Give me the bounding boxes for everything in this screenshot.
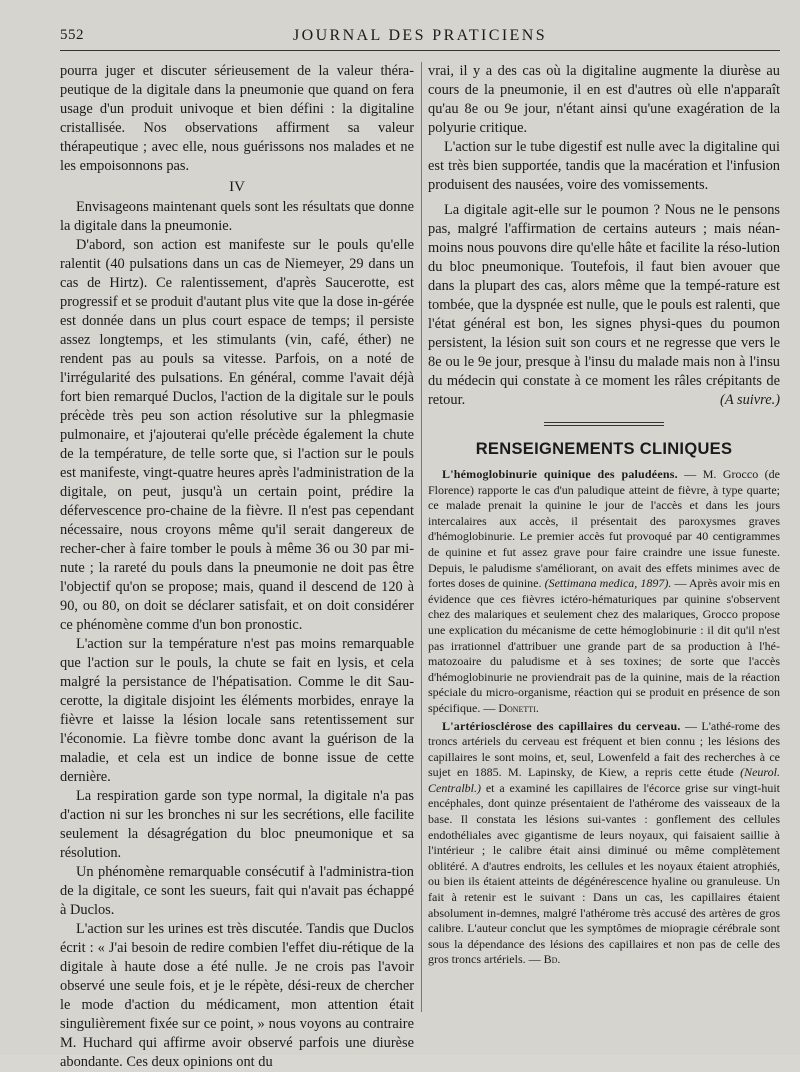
paragraph: Envisageons maintenant quels sont les résultats que donne la digitale dans la pneumonie. xyxy=(60,199,414,234)
page-header xyxy=(60,22,780,52)
note-reference: (Neurol. Centralbl.) xyxy=(428,765,780,795)
note-text: et a examiné les capillaires de l'écorce grise sur vingt-huit encéphales, dont quinze présentaient de l'athérome des vaisseaux de la base. Il constata les lésions sui-vantes : gonflement des cellules endothéliales avec gigantisme de leurs noyaux, qui faisaient saillie à l'intérieur ; le calibre était ainsi diminué ou même complètement oblitéré. A d'autres endroits, les cellules et les noyaux étaient atrophiés, ou bien ils étaient atteints de dégénérescence hyaline ou granuleuse. Un fait à retenir est le suivant : Dans un cas, les capillaires étaient absolument in-demnes, malgré l'athérome très accusé des artères de gros calibre. L'auteur conclut que les symptômes de miopragie cérébrale sont sous la dépendance des lésions des capillaires et non pas de celle des gros troncs artériels. — xyxy=(428,780,780,967)
clinical-note xyxy=(428,467,780,717)
paragraph xyxy=(428,201,780,410)
note-heading: L'hémoglobinurie quinique des paludéens. xyxy=(442,467,678,481)
paragraph: vrai, il y a des cas où la digitaline augmente la diurèse au cours de la pneumonie, il en est d'autres où elle n'apparaît qu'au 8e ou 9e jour, n'étant ainsi qu'une exagération de la polyurie critique. xyxy=(428,63,780,136)
paragraph: pourra juger et discuter sérieusement de la valeur théra-peutique de la digitale dans la pneumonie que quand on fera usage d'un produit univoque et bien défini : la digitaline cristallisée. Nos observations affirment sa valeur thérapeutique ; avec elle, nous guérissons nos malades et ne les empoisonnons pas. xyxy=(60,63,414,174)
section-title: RENSEIGNEMENTS CLINIQUES xyxy=(475,440,733,458)
column-divider xyxy=(421,62,422,1012)
note-reference: (Settimana medica, 1897). xyxy=(544,576,672,591)
note-heading: L'artériosclérose des capillaires du cerveau. xyxy=(442,718,681,733)
paragraph: La respiration garde son type normal, la digitale n'a pas d'action ni sur les bronches ni sur les secrétions, elle facilite seulement la désagrégation du bloc pneumonique et sa résolution. xyxy=(60,788,414,861)
header-rule xyxy=(60,50,780,51)
paragraph: Un phénomène remarquable consécutif à l'administra-tion de la digitale, ce sont les sueurs, fait qui n'avait pas échappé à Duclos. xyxy=(60,864,414,918)
note-text: — Après avoir mis en évidence que ces fièvres ictéro-hématuriques par quinine s'observent chez des malariques et seulement chez des malariques, Grocco propose une explication du mécanisme de cette hémoglobinurie : il dit qu'il n'est pas irrationnel d'attribuer une grande part de sa production à l'hé-matozoaire du paludisme et à ses toxines; de sorte que l'accès d'hémoglobinurie ne proviendrait pas de la quinine, mais de la réaction spéciale du micro-organisme, réaction qui se produit en présence de son spécifique. — xyxy=(428,576,781,715)
note-signature: Bd. xyxy=(543,952,561,967)
paragraph: L'action sur la température n'est pas moins remarquable que l'action sur le pouls, la chute se fait en lysis, et cela malgré la persistance de l'hépatisation. Comme le dit Sau-cerotte, la digitale disjoint les éléments morbides, enraye la fièvre et laisse la lésion locale sans retentissement sur l'économie. La fièvre tombe donc avant la guérison de la maladie, et cela est un indice de bonne issue de cette dernière. xyxy=(60,636,414,785)
clinical-notes xyxy=(428,467,780,968)
paragraph-text: La digitale agit-elle sur le poumon ? Nous ne le pensons pas, malgré l'affirmation de certains auteurs ; mais néan-moins nous pouvons dire qu'elle hâte et facilite la réso-lution du bloc pneumonique. Toutefois, il faut bien avouer que dans la plupart des cas, alors même que la tempé-rature est tombée, que la dyspnée est nulle, que le pouls est ralenti, que l'état général est bon, les signes physi-ques du poumon persistent, la lésion suit son cours et ne regresse que vers le 8e ou le 9e jour, presque à l'insu du malade mais non à l'insu du médecin qui constate à ce moment les râles crépitants de retour. xyxy=(428,202,780,408)
paragraph: L'action sur le tube digestif est nulle avec la digitaline qui est très bien supportée, tandis que la macération et l'infusion produisent des nausées, voire des vomissements. xyxy=(428,139,780,193)
paragraph: D'abord, son action est manifeste sur le pouls qu'elle ralentit (40 pulsations dans un cas de Niemeyer, 29 dans un cas de Hirtz). Ce ralentissement, d'après Saucerotte, est progressif et se produit d'autant plus vite que la dose in-gérée est donnée dans un plus court espace de temps; il persiste assez longtemps, et les stimulants (vin, café, éther) ne rendent pas au pouls sa vitesse. Parfois, on a noté de l'irrégularité des pulsations. En général, comme l'avait déjà fort bien remarqué Duclos, l'action de la digitale sur le pouls précède très peu son action résolutive sur la phlegmasie pulmonaire, et j'ajouterai qu'elle précède également la chute de la température, de telle sorte que, si l'action sur le pouls est manifeste, vingt-quatre heures après l'administration de la digitale, on peut, jusqu'à un certain point, prédire la défervescence pro-chaine de la fièvre. Il n'est pas cependant nécessaire, nous croyons même qu'il serait dangereux de recher-cher à faire tomber le pouls à même 36 ou 30 par mi-nute ; la rareté du pouls dans la pneumonie ne doit pas être l'objectif qu'on se propose; mais, quand il descend de 120 à 90, ou 80, on doit se déclarer satisfait, et on doit considérer ce phénomène comme d'un bon pronostic. xyxy=(60,237,414,633)
to-be-continued: (A suivre.) xyxy=(720,392,780,408)
paragraph: L'action sur les urines est très discutée. Tandis que Duclos écrit : « J'ai besoin de redire combien l'effet diu-rétique de la digitale à haute dose a été nulle. Je ne crois pas l'avoir observé une seule fois, et je le répète, dési-reux de chercher le mode d'action du médicament, mon attention était singulièrement fixée sur ce point, » nous voyons au contraire M. Huchard qui affirme avoir observé parfois une diurèse abondante. Ces deux opinions ont du xyxy=(60,921,414,1070)
note-signature: Donetti. xyxy=(498,700,539,715)
clinical-note xyxy=(428,719,780,969)
section-number: IV xyxy=(229,179,245,195)
right-column xyxy=(428,62,780,968)
section-separator xyxy=(544,422,664,426)
left-column xyxy=(60,62,414,1072)
page-number: 552 xyxy=(60,27,84,43)
journal-title: JOURNAL DES PRATICIENS xyxy=(292,27,547,44)
separator-line xyxy=(544,425,664,426)
separator-line xyxy=(544,422,664,423)
note-text: — L'athé-rome des troncs artériels du cerveau est fréquent et bien connu ; les lésions des capillaires le sont moins, et, seul, Lowenfeld a fait des recherches à ce sujet en 1885. M. Lapinsky, de Kiew, a repris cette étude xyxy=(428,718,780,780)
note-text: — M. Grocco (de Florence) rapporte le cas d'un paludique atteint de fièvre, à type quarte; ce malade prenait la quinine le jour de l'accès et dans les jours intercalaires aux accès, il présentait des paroxysmes graves d'hémoglobinurie. Le premier accès fut provoqué par 40 centigrammes de quinine et fut assez grave pour faire craindre une issue funeste. Depuis, le paludisme s'améliorant, on avait des effets minimes avec de fortes doses de quinine. xyxy=(428,467,780,591)
